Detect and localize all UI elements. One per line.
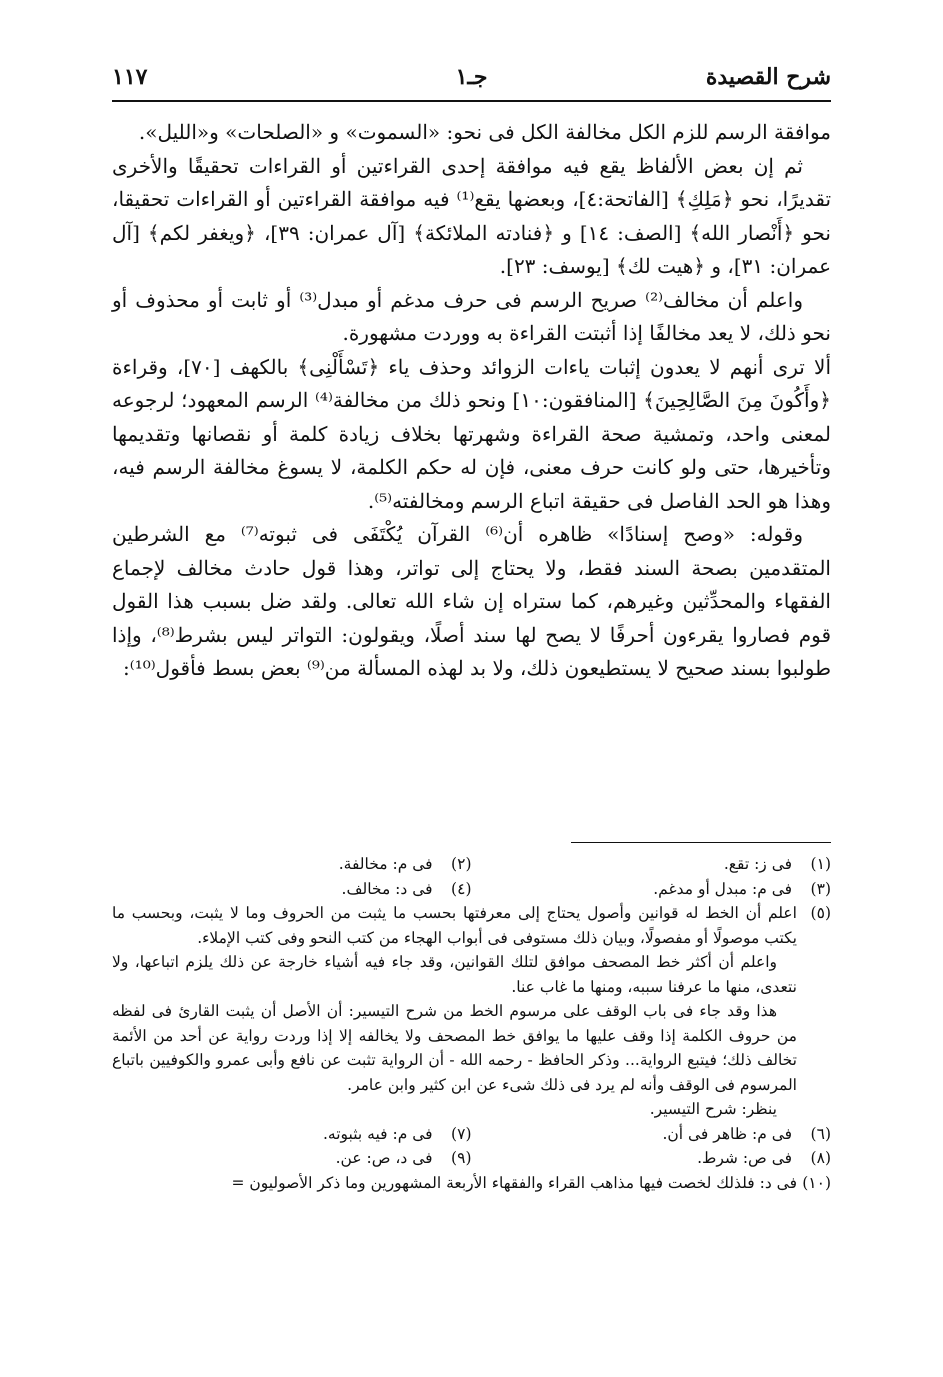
running-title: شرح القصيدة <box>705 64 831 90</box>
page-number: ١١٧ <box>112 64 148 90</box>
footnote-text: فى د، ص: عن. <box>335 1149 433 1167</box>
footnote-text: فى د: مخالف. <box>341 879 433 898</box>
footnote <box>112 1171 831 1196</box>
footnote-number: (٨) <box>810 1149 831 1167</box>
running-header <box>112 58 831 98</box>
footnote-paragraph: هذا وقد جاء فى باب الوقف على مرسوم الخط من شرح التيسير: أن الأصل أن يثبت القارئ فى لفظه من حروف الكلمة إذا وقف عليها ما يوافق خط المصحف ولا يخالفه إلا إذا وردت رواية عن أحد من الأئمة تخالف ذلك؛ فيتبع الرواية... وذكر الحافظ - رحمه الله - أن الرواية تثبت عن نافع وأبى عمرو والكوفيين باتباع المرسوم فى الوقف وأنه لم يرد فى ذلك شىء عن ابن كثير وابن عامر. <box>112 1002 797 1094</box>
paragraph: ثم إن بعض الألفاظ يقع فيه موافقة إحدى القراءتين أو القراءات تحقيقًا والأخرى تقديرًا، نحو ﴿مَلِكِ﴾ [الفاتحة:٤]، وبعضها يقع⁽¹⁾ فيه موافقة القراءتين أو القراءات تحقيقا، نحو ﴿أَنْصار الله﴾ [الصف: ١٤] و ﴿فنادته الملائكة﴾ [آل عمران: ٣٩]، ﴿ويغفر لكم﴾ [آل عمران: ٣١]، و ﴿هيت لك﴾ [يوسف: ٢٣]. <box>112 153 832 278</box>
main-text <box>112 116 831 686</box>
footnote <box>112 877 472 902</box>
footnote <box>472 1146 832 1171</box>
footnote-row <box>112 1122 831 1147</box>
footnote <box>112 1122 472 1147</box>
footnote-paragraph: واعلم أن أكثر خط المصحف موافق لتلك القوانين، وقد جاء فيه أشياء خارجة عن ذلك يلزم اتباعها، ولا نتعدى، منها ما عرفنا سببه، ومنها ما غاب عنا. <box>112 953 797 996</box>
footnote-number: (١٠) <box>802 1173 831 1192</box>
header-rule <box>112 100 831 102</box>
footnote-text: اعلم أن الخط له قوانين وأصول يحتاج إلى معرفتها بحسب ما يثبت من الحروف وما لا يثبت، وبحسب ما يكتب موصولًا أو مفصولًا، وبيان ذلك مستوفى فى أبواب الهجاء من كتب النحو وفى كتب الإملاء. <box>112 904 797 947</box>
footnote-rule <box>571 842 831 843</box>
footnote <box>112 852 472 877</box>
volume-label: جـ١ <box>455 64 488 90</box>
footnote <box>112 1146 472 1171</box>
footnote-number: (٢) <box>451 855 472 873</box>
paragraph: ألا ترى أنهم لا يعدون إثبات ياءات الزوائد وحذف ياء ﴿تَسْأَلْنِى﴾ بالكهف [٧٠]، وقراءة ﴿وأَكُونَ مِنَ الصَّالِحِينَ﴾ [المنافقون:١٠] ونحو ذلك من مخالفة⁽⁴⁾ الرسم المعهود؛ لرجوعه لمعنى واحد، وتمشية صحة القراءة وشهرتها بخلاف زيادة كلمة أو نقصانها وتقديمها وتأخيرها، حتى ولو كانت حرف معنى، فإن له حكم الكلمة، لا يسوغ مخالفة الرسم فيه، وهذا هو الحد الفاصل فى حقيقة اتباع الرسم ومخالفته⁽⁵⁾. <box>112 354 831 513</box>
footnote <box>472 877 832 902</box>
footnote-number: (٥) <box>810 904 831 922</box>
footnote-text: فى م: مبدل أو مدغم. <box>653 879 793 898</box>
footnote-number: (٣) <box>810 879 831 898</box>
footnote-reference: ينظر: شرح التيسير. <box>649 1100 777 1118</box>
footnote-text: فى ص: شرط. <box>697 1149 793 1167</box>
footnote <box>472 1122 832 1147</box>
footnote-text: فى م: ظاهر فى أن. <box>662 1124 793 1143</box>
footnote-number: (٩) <box>451 1149 472 1167</box>
footnote-row <box>112 1146 831 1171</box>
footnote-row <box>112 877 831 902</box>
footnote-number: (٤) <box>451 879 472 898</box>
footnote-row <box>112 852 831 877</box>
paragraph: واعلم أن مخالف⁽²⁾ صريح الرسم فى حرف مدغم أو مبدل⁽³⁾ أو ثابت أو محذوف أو نحو ذلك، لا يعد مخالفًا إذا أثبتت القراءة به ووردت مشهورة. <box>112 287 831 345</box>
footnote-number: (١) <box>810 855 831 873</box>
paragraph: وقوله: «وصح إسنادًا» ظاهره أن⁽⁶⁾ القرآن يُكْتَفَى فى ثبوته⁽⁷⁾ مع الشرطين المتقدمين بصحة السند فقط، ولا يحتاج إلى تواتر، وهذا قول حادث مخالف لإجماع الفقهاء والمحدِّثين وغيرهم، كما ستراه إن شاء الله تعالى. ولقد ضل بسبب هذا القول قوم فصاروا يقرءون أحرفًا لا يصح لها سند أصلًا، ويقولون: التواتر ليس بشرط⁽⁸⁾، وإذا طولبوا بسند صحيح لا يستطيعون ذلك، ولا بد لهذه المسألة من⁽⁹⁾ بعض بسط فأقول⁽¹⁰⁾: <box>112 522 832 680</box>
footnote <box>472 852 832 877</box>
footnote-text: فى د: فلذلك لخصت فيها مذاهب القراء والفقهاء الأربعة المشهورين وما ذكر الأصوليون = <box>231 1173 797 1192</box>
paragraph: موافقة الرسم للزم الكل مخالفة الكل فى نحو: «السموت» و «الصلحات» و«الليل». <box>138 120 831 144</box>
footnotes <box>112 852 831 1195</box>
footnote-number: (٧) <box>451 1124 472 1143</box>
footnote-text: فى ز: تقع. <box>723 855 793 873</box>
footnote <box>112 901 831 950</box>
footnote-number: (٦) <box>810 1124 831 1143</box>
footnote-text: فى م: فيه بثبوته. <box>323 1124 433 1143</box>
footnote-text: فى م: مخالفة. <box>338 855 433 873</box>
